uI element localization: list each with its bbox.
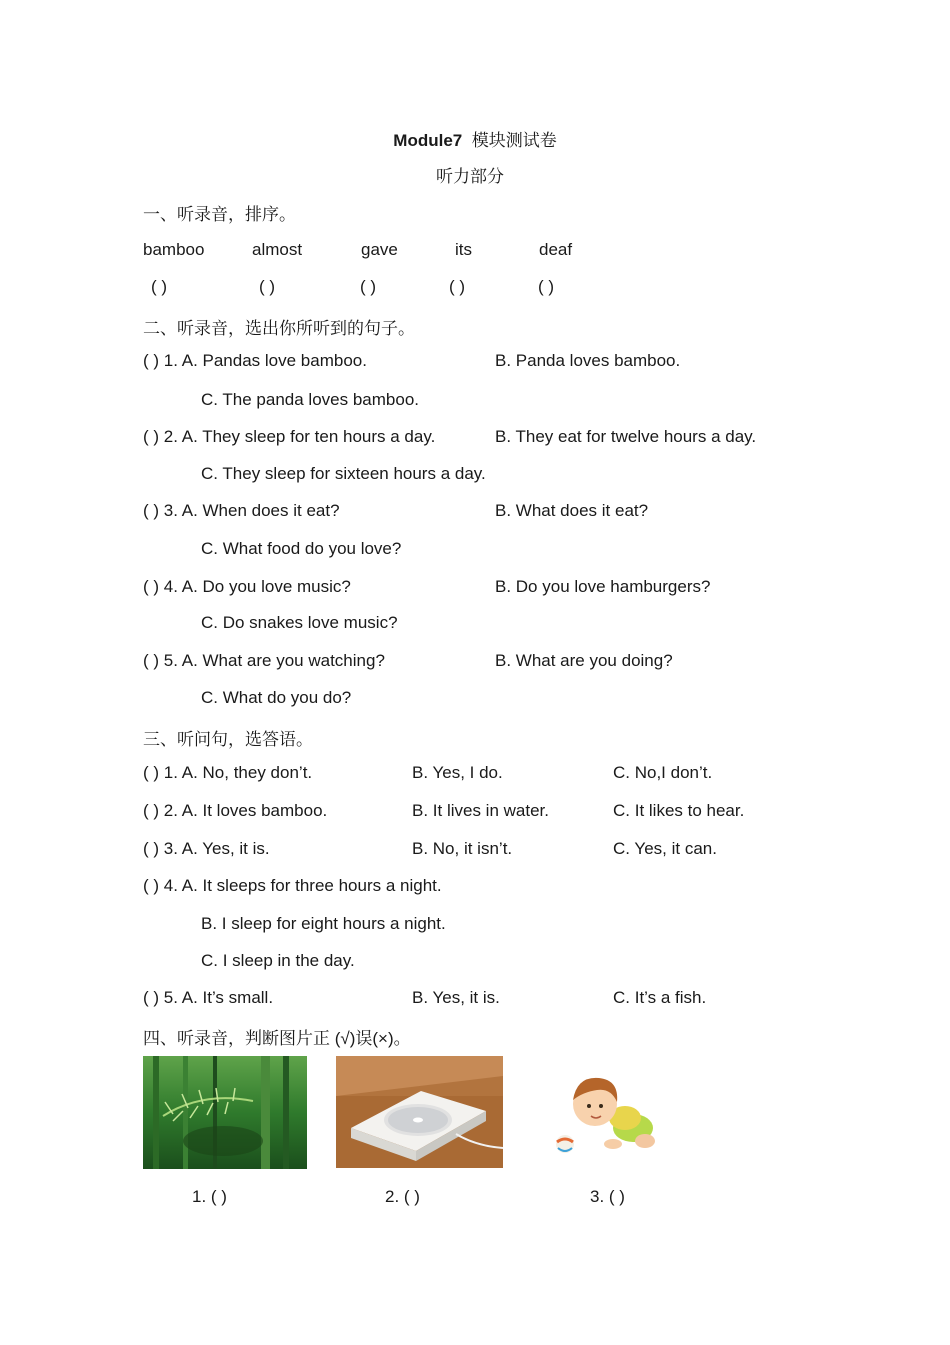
picture-3-blank[interactable]: 3. ( ) <box>590 1187 625 1206</box>
s2-q2-option-b: B. They eat for twelve hours a day. <box>495 427 757 446</box>
s2-q1-option-b: B. Panda loves bamboo. <box>495 351 681 370</box>
s3-q5-option-a: ( ) 5. A. It’s small. <box>143 988 274 1007</box>
baby-image <box>553 1066 657 1160</box>
section1-heading: 一、听录音，排序。 <box>143 205 296 224</box>
s3-q4-option-b: B. I sleep for eight hours a night. <box>201 914 446 933</box>
order-blank-1[interactable]: ( ) <box>151 277 168 296</box>
s3-q2-option-c: C. It likes to hear. <box>613 801 745 820</box>
s3-q1-option-c: C. No,I don’t. <box>613 763 713 782</box>
s3-q5-option-c: C. It’s a fish. <box>613 988 707 1007</box>
s3-q4-option-a: ( ) 4. A. It sleeps for three hours a night. <box>143 876 442 895</box>
title-cn: 模块测试卷 <box>471 131 557 150</box>
s2-q3-option-a: ( ) 3. A. When does it eat? <box>143 501 340 520</box>
s3-q2-option-b: B. It lives in water. <box>412 801 549 820</box>
order-blank-3[interactable]: ( ) <box>360 277 377 296</box>
word-5: deaf <box>539 240 573 259</box>
s2-q5-option-a: ( ) 5. A. What are you watching? <box>143 651 385 670</box>
word-2: almost <box>252 240 303 259</box>
s2-q1-option-a: ( ) 1. A. Pandas love bamboo. <box>143 351 367 370</box>
section2-heading: 二、听录音，选出你所听到的句子。 <box>143 319 415 338</box>
s3-q3-option-c: C. Yes, it can. <box>613 839 717 858</box>
cd-player-image <box>336 1056 503 1168</box>
s2-q4-option-c: C. Do snakes love music? <box>201 613 398 632</box>
picture-1-blank[interactable]: 1. ( ) <box>192 1187 227 1206</box>
s2-q1-option-c: C. The panda loves bamboo. <box>201 390 419 409</box>
s3-q1-option-a: ( ) 1. A. No, they don’t. <box>143 763 313 782</box>
s2-q4-option-a: ( ) 4. A. Do you love music? <box>143 577 351 596</box>
picture-2-blank[interactable]: 2. ( ) <box>385 1187 420 1206</box>
page-title <box>0 126 950 151</box>
word-1: bamboo <box>143 240 205 259</box>
section4-heading: 四、听录音，判断图片正 (√)误(×)。 <box>143 1029 411 1048</box>
word-3: gave <box>361 240 398 259</box>
s3-q1-option-b: B. Yes, I do. <box>412 763 503 782</box>
order-blank-2[interactable]: ( ) <box>259 277 276 296</box>
s3-q4-option-c: C. I sleep in the day. <box>201 951 355 970</box>
title-en: Module7 <box>393 131 463 150</box>
order-blank-4[interactable]: ( ) <box>449 277 466 296</box>
s2-q2-option-a: ( ) 2. A. They sleep for ten hours a day. <box>143 427 436 446</box>
s3-q2-option-a: ( ) 2. A. It loves bamboo. <box>143 801 328 820</box>
order-blank-5[interactable]: ( ) <box>538 277 555 296</box>
word-4: its <box>455 240 472 259</box>
page-subtitle: 听力部分 <box>436 167 504 186</box>
s2-q5-option-c: C. What do you do? <box>201 688 352 707</box>
bamboo-image <box>143 1056 307 1169</box>
s3-q5-option-b: B. Yes, it is. <box>412 988 500 1007</box>
section3-heading: 三、听问句，选答语。 <box>143 730 313 749</box>
s2-q3-option-c: C. What food do you love? <box>201 539 402 558</box>
s2-q5-option-b: B. What are you doing? <box>495 651 673 670</box>
s2-q4-option-b: B. Do you love hamburgers? <box>495 577 711 596</box>
s2-q3-option-b: B. What does it eat? <box>495 501 649 520</box>
s3-q3-option-a: ( ) 3. A. Yes, it is. <box>143 839 270 858</box>
s3-q3-option-b: B. No, it isn’t. <box>412 839 513 858</box>
s2-q2-option-c: C. They sleep for sixteen hours a day. <box>201 464 486 483</box>
